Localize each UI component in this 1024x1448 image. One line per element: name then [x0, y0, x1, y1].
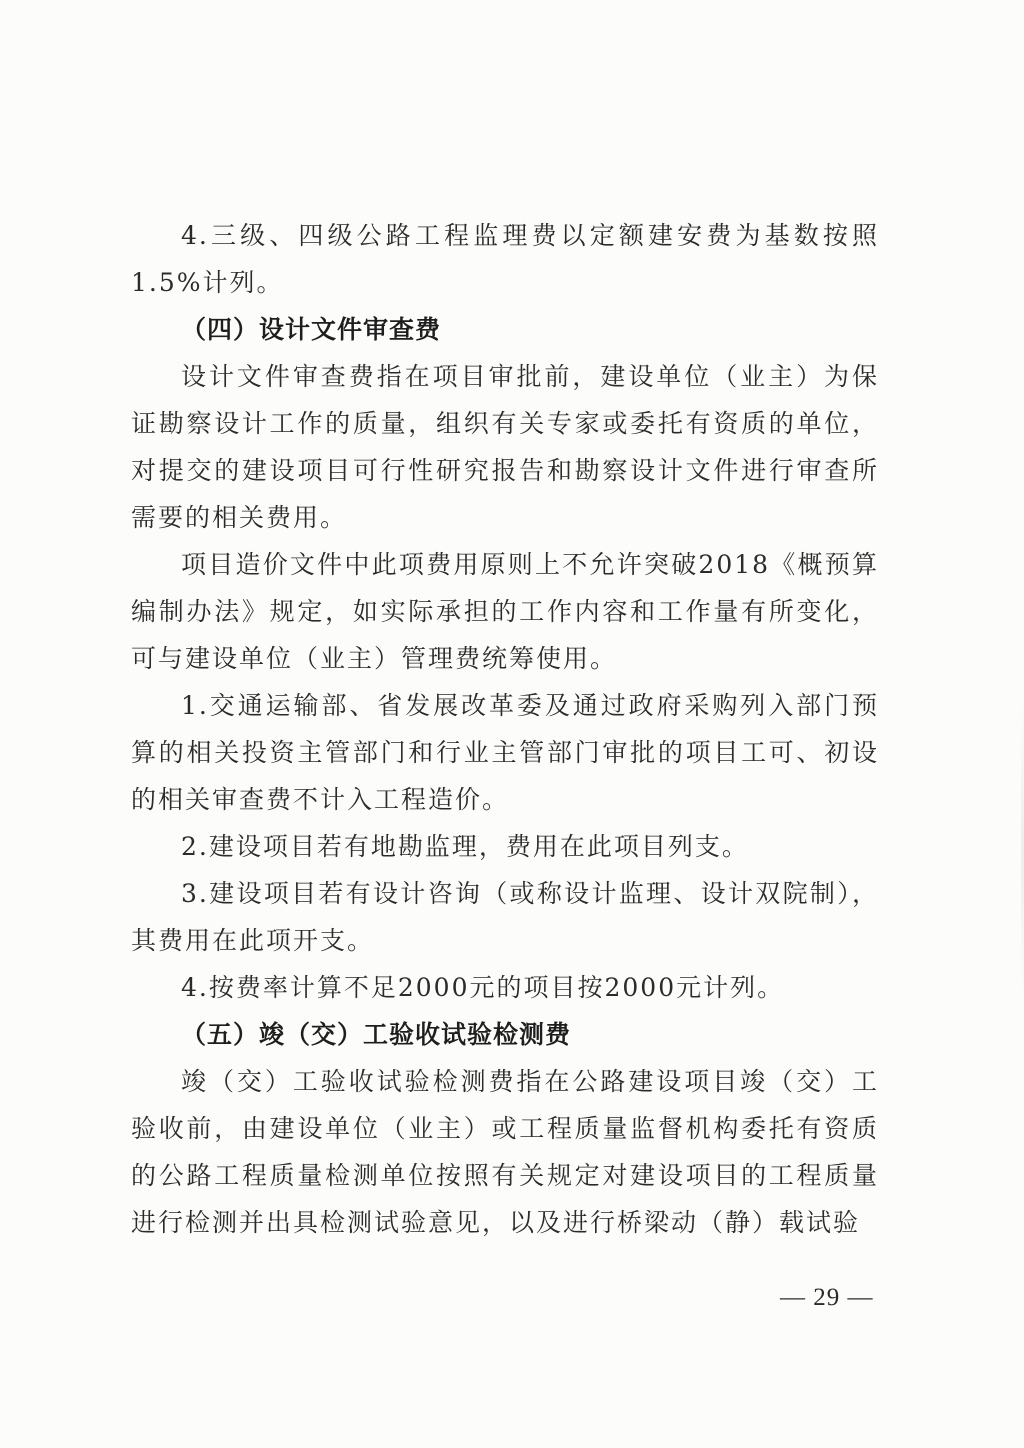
paragraph-cost-limit: 项目造价文件中此项费用原则上不允许突破2018《概预算编制办法》规定，如实际承担的工作内容和工作量有所变化，可与建设单位（业主）管理费统筹使用。	[131, 550, 879, 673]
paragraph-item-2-survey-supervision: 2.建设项目若有地勘监理，费用在此项目列支。	[181, 832, 749, 861]
paragraph-item-3-design-consulting: 3.建设项目若有设计咨询（或称设计监理、设计双院制），其费用在此项开支。	[131, 879, 879, 955]
page-number: — 29 —	[780, 1284, 874, 1311]
document-body	[131, 212, 879, 1246]
section-heading-design-review-fee: （四）设计文件审查费	[181, 315, 442, 344]
paragraph-acceptance-testing-definition: 竣（交）工验收试验检测费指在公路建设项目竣（交）工验收前，由建设单位（业主）或工程质量监督机构委托有资质的公路工程质量检测单位按照有关规定对建设项目的工程质量进行检测并出具检测试验意见，以及进行桥梁动（静）载试验	[131, 1067, 879, 1237]
paragraph-item-1-review-exclusion: 1.交通运输部、省发展改革委及通过政府采购列入部门预算的相关投资主管部门和行业主管部门审批的项目工可、初设的相关审查费不计入工程造价。	[131, 691, 879, 814]
paragraph-design-review-definition: 设计文件审查费指在项目审批前，建设单位（业主）为保证勘察设计工作的质量，组织有关专家或委托有资质的单位，对提交的建设项目可行性研究报告和勘察设计文件进行审查所需要的相关费用。	[131, 362, 879, 532]
section-heading-acceptance-testing-fee: （五）竣（交）工验收试验检测费	[181, 1020, 572, 1049]
paragraph-item-4-minimum-fee: 4.按费率计算不足2000元的项目按2000元计列。	[181, 973, 785, 1002]
paragraph-item-4-supervision-fee: 4.三级、四级公路工程监理费以定额建安费为基数按照1.5%计列。	[131, 221, 879, 297]
